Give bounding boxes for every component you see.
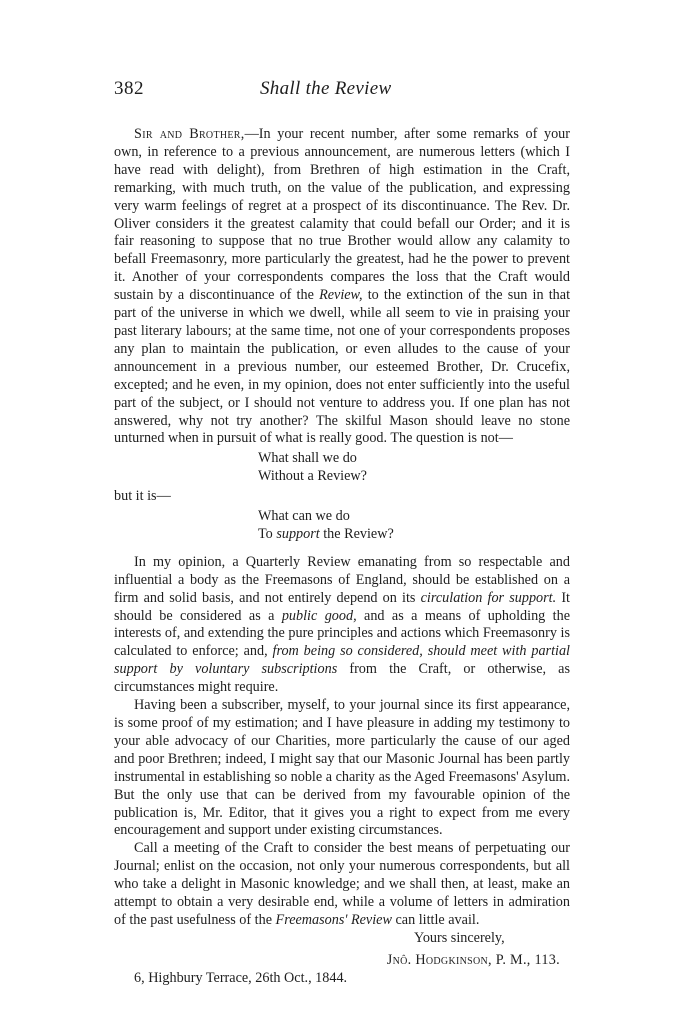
- paragraph-2-c: and as a means of upholding the interests of, and extending the pure principles and actions which Freemasonry is calculated to enforce; and,: [114, 607, 570, 660]
- verse-2: [114, 508, 570, 544]
- review-title: Review,: [319, 287, 363, 304]
- paragraph-2-italic-1: circulation for support.: [420, 589, 557, 606]
- page-number: 382: [114, 78, 144, 99]
- paragraph-2-italic-2: public good,: [281, 607, 357, 624]
- verse-1-line-2: Without a Review?: [258, 468, 367, 485]
- verse-1: [114, 450, 570, 486]
- paragraph-1-rest: to the extinction of the sun in that part of the universe in which we dwell, while all seem to vie in praising your past literary labours; at the same time, not one of your correspondents proposes any plan to maintain the publication, or even alludes to the cause of your announcement in a previous number, our esteemed Brother, Dr. Crucefix, excepted; and he even, in my opinion, does not enter sufficiently into the useful part of the subject, or I should not venture to address you. If one plan has not answered, why not try another? The skilful Mason should leave no stone unturned when in pursuit of what is really good. The question is not—: [114, 287, 571, 447]
- verse-1-line-1: What shall we do: [258, 450, 357, 467]
- running-title: Shall the Review: [260, 78, 392, 99]
- address: 6, Highbury Terrace, 26th Oct., 1844.: [134, 969, 348, 986]
- verse-2-support: support: [276, 525, 320, 542]
- signature-text: Jnô. Hodgkinson, P. M., 113.: [386, 951, 560, 968]
- signature: [114, 952, 570, 970]
- paragraph-1-text: —In your recent number, after some remarks of your own, in reference to a previous announcement, are numerous letters (which I have read with delight), from Brethren of high estimation in the Craft, remarking, with much truth, on the value of the publication, and expressing very warm feelings of regret at a prospect of its discontinuance. The Rev. Dr. Oliver considers it the greatest calamity that could befall our Order; and it is fair reasoning to suppose that no true Brother would allow any calamity to befall Freemasonry, more particularly the greatest, had he the power to prevent it. Another of your correspondents compares the loss that the Craft would sustain by a discontinuance of the: [114, 126, 570, 304]
- letter-body: [114, 126, 570, 988]
- salutation: Sir and Brother,: [134, 126, 245, 142]
- paragraph-4: [114, 840, 570, 930]
- closing-row: [114, 930, 570, 948]
- page-header: [114, 78, 574, 104]
- paragraph-4-end: can little avail.: [395, 911, 480, 928]
- paragraph-2-italic-3: from being so considered, should meet with partial support by voluntary subscriptions: [114, 643, 570, 678]
- paragraph-4-text: Call a meeting of the Craft to consider the best means of perpetuating our Journal; enlist on the occasion, not only your numerous correspondents, but all who take a delight in Masonic knowledge; and we shall then, at least, make an attempt to obtain a very desirable end, while a volume of letters in admiration of the past usefulness of the: [114, 840, 570, 928]
- verse-2-rest: the Review?: [323, 525, 394, 542]
- paragraph-2: [114, 554, 570, 697]
- paragraph-2-b: It should be considered as a: [114, 589, 570, 624]
- closing: Yours sincerely,: [414, 929, 505, 946]
- paragraph-1: [114, 126, 570, 448]
- paragraph-2-a: In my opinion, a Quarterly Review emanating from so respectable and influential a body as the Freemasons of England, should be established on a firm and solid basis, and not entirely depend on its: [114, 553, 570, 606]
- paragraph-3: Having been a subscriber, myself, to your journal since its first appearance, is some proof of my estimation; and I have pleasure in adding my testimony to your able advocacy of our Charities, more particularly the cause of our aged and poor Brethren; indeed, I might say that our Masonic Journal has been partly instrumental in establishing so noble a charity as the Aged Freemasons' Asylum. But the only use that can be derived from my favourable opinion of the publication is, Mr. Editor, that it gives you a right to expect from me every encouragement and support under existing circumstances.: [114, 697, 570, 839]
- paragraph-4-italic: Freemasons' Review: [275, 911, 392, 928]
- verse-2-line-2: [258, 526, 570, 544]
- paragraph-2-d: from the Craft, or otherwise, as circumstances might require.: [114, 661, 570, 696]
- verse-2-to: To: [258, 525, 273, 542]
- but-it-is: but it is—: [114, 488, 171, 505]
- verse-2-line-1: What can we do: [258, 508, 350, 525]
